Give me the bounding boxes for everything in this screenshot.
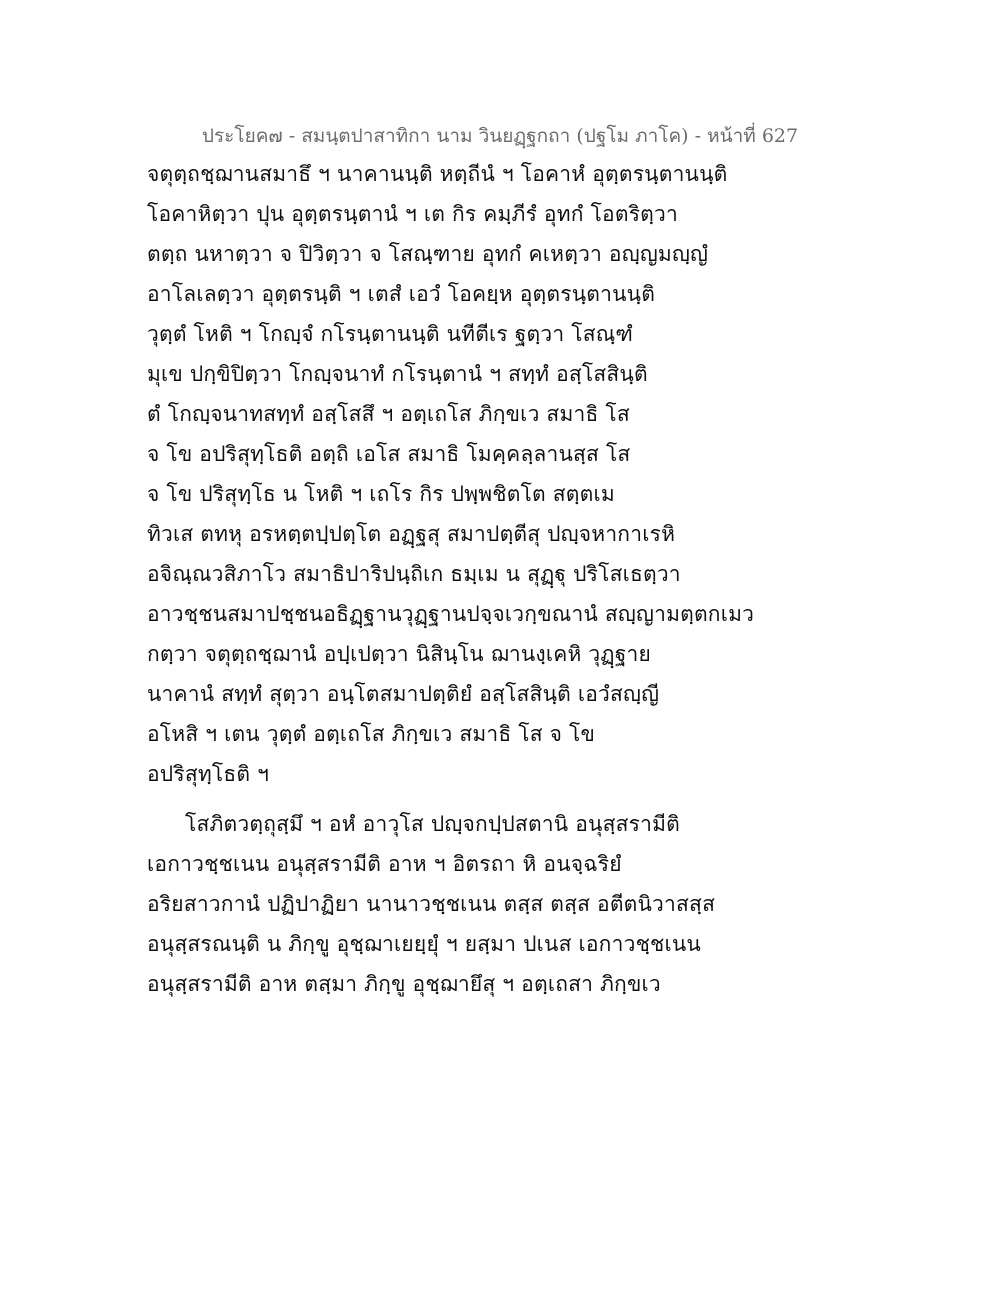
text-line: นาคานํ สทฺทํ สุตฺวา อนฺโตสมาปตฺติยํ อสฺโสสินฺติ เอวํสญฺญี: [147, 682, 660, 706]
text-line: อาวชฺชนสมาปชฺชนอธิฏฺฐานวุฏฺฐานปจฺจเวกฺขณานํ สญฺญามตฺตกเมว: [147, 602, 755, 626]
text-line: อนุสฺสรามีติ อาห ตสฺมา ภิกฺขู อุชฺฌายึสุ ฯ อตฺเถสา ภิกฺขเว: [147, 972, 661, 996]
text-line: จตุตฺถชฺฌานสมาธึ ฯ นาคานนฺติ หตฺถีนํ ฯ โอคาหํ อุตฺตรนฺตานนฺติ: [147, 162, 728, 186]
text-line: ทิวเส ตทหุ อรหตฺตปฺปตฺโต อฏฺฐสุ สมาปตฺตีสุ ปญฺจหากาเรหิ: [147, 522, 676, 546]
text-line: อนุสฺสรณนฺติ น ภิกฺขู อุชฺฌาเยยฺยุํ ฯ ยสฺมา ปเนส เอกาวชฺชเนน: [147, 932, 701, 956]
text-line: มุเข ปกฺขิปิตฺวา โกญฺจนาทํ กโรนฺตานํ ฯ สทฺทํ อสฺโสสินฺติ: [147, 362, 648, 386]
text-line: อปริสุทฺโธติ ฯ: [147, 762, 270, 786]
text-line: จ โข อปริสุทฺโธติ อตฺถิ เอโส สมาธิ โมคฺคลฺลานสฺส โส: [147, 442, 631, 466]
paragraph-1: [147, 154, 867, 794]
paragraph-2: [147, 804, 867, 1004]
text-line: ตํ โกญฺจนาทสทฺทํ อสฺโสสึ ฯ อตฺเถโส ภิกฺขเว สมาธิ โส: [147, 402, 630, 426]
text-line: โสภิตวตฺถุสฺมึ ฯ อหํ อาวุโส ปญฺจกปฺปสตานิ อนุสฺสรามีติ: [185, 812, 680, 836]
text-line: อาโลเลตฺวา อุตฺตรนฺติ ฯ เตสํ เอวํ โอคยฺห อุตฺตรนฺตานนฺติ: [147, 282, 656, 306]
text-line: ตตฺถ นหาตฺวา จ ปิวิตฺวา จ โสณฺฑาย อุทกํ คเหตฺวา อญฺญมญฺญํ: [147, 242, 709, 266]
page-header: ประโยค๗ - สมนฺตปาสาทิกา นาม วินยฏฺฐกถา (ปฐโม ภาโค) - หน้าที่ 627: [201, 125, 799, 147]
text-line: อจิณฺณวสิภาโว สมาธิปาริปนฺถิเก ธมฺเม น สุฏฺฐุ ปริโสเธตฺวา: [147, 562, 681, 586]
body-text: [147, 154, 867, 1004]
text-line: เอกาวชฺชเนน อนุสฺสรามีติ อาห ฯ อิตรถา หิ อนจฺฉริยํ: [147, 852, 622, 876]
text-line: วุตฺตํ โหติ ฯ โกญฺจํ กโรนฺตานนฺติ นทีตีเร ฐตฺวา โสณฺฑํ: [147, 322, 634, 346]
text-line: อโหสิ ฯ เตน วุตฺตํ อตฺเถโส ภิกฺขเว สมาธิ โส จ โข: [147, 722, 596, 746]
text-line: กตฺวา จตุตฺถชฺฌานํ อปฺเปตฺวา นิสินฺโน ฌานงฺเคหิ วุฏฺฐาย: [147, 642, 651, 666]
text-line: อริยสาวกานํ ปฏิปาฏิยา นานาวชฺชเนน ตสฺส ตสฺส อตีตนิวาสสฺส: [147, 892, 716, 916]
text-line: โอคาหิตฺวา ปุน อุตฺตรนฺตานํ ฯ เต กิร คมฺภีรํ อุทกํ โอตริตฺวา: [147, 202, 679, 226]
text-line: จ โข ปริสุทฺโธ น โหติ ฯ เถโร กิร ปพฺพชิตโต สตฺตเม: [147, 482, 615, 506]
paragraph-gap: [147, 794, 867, 804]
